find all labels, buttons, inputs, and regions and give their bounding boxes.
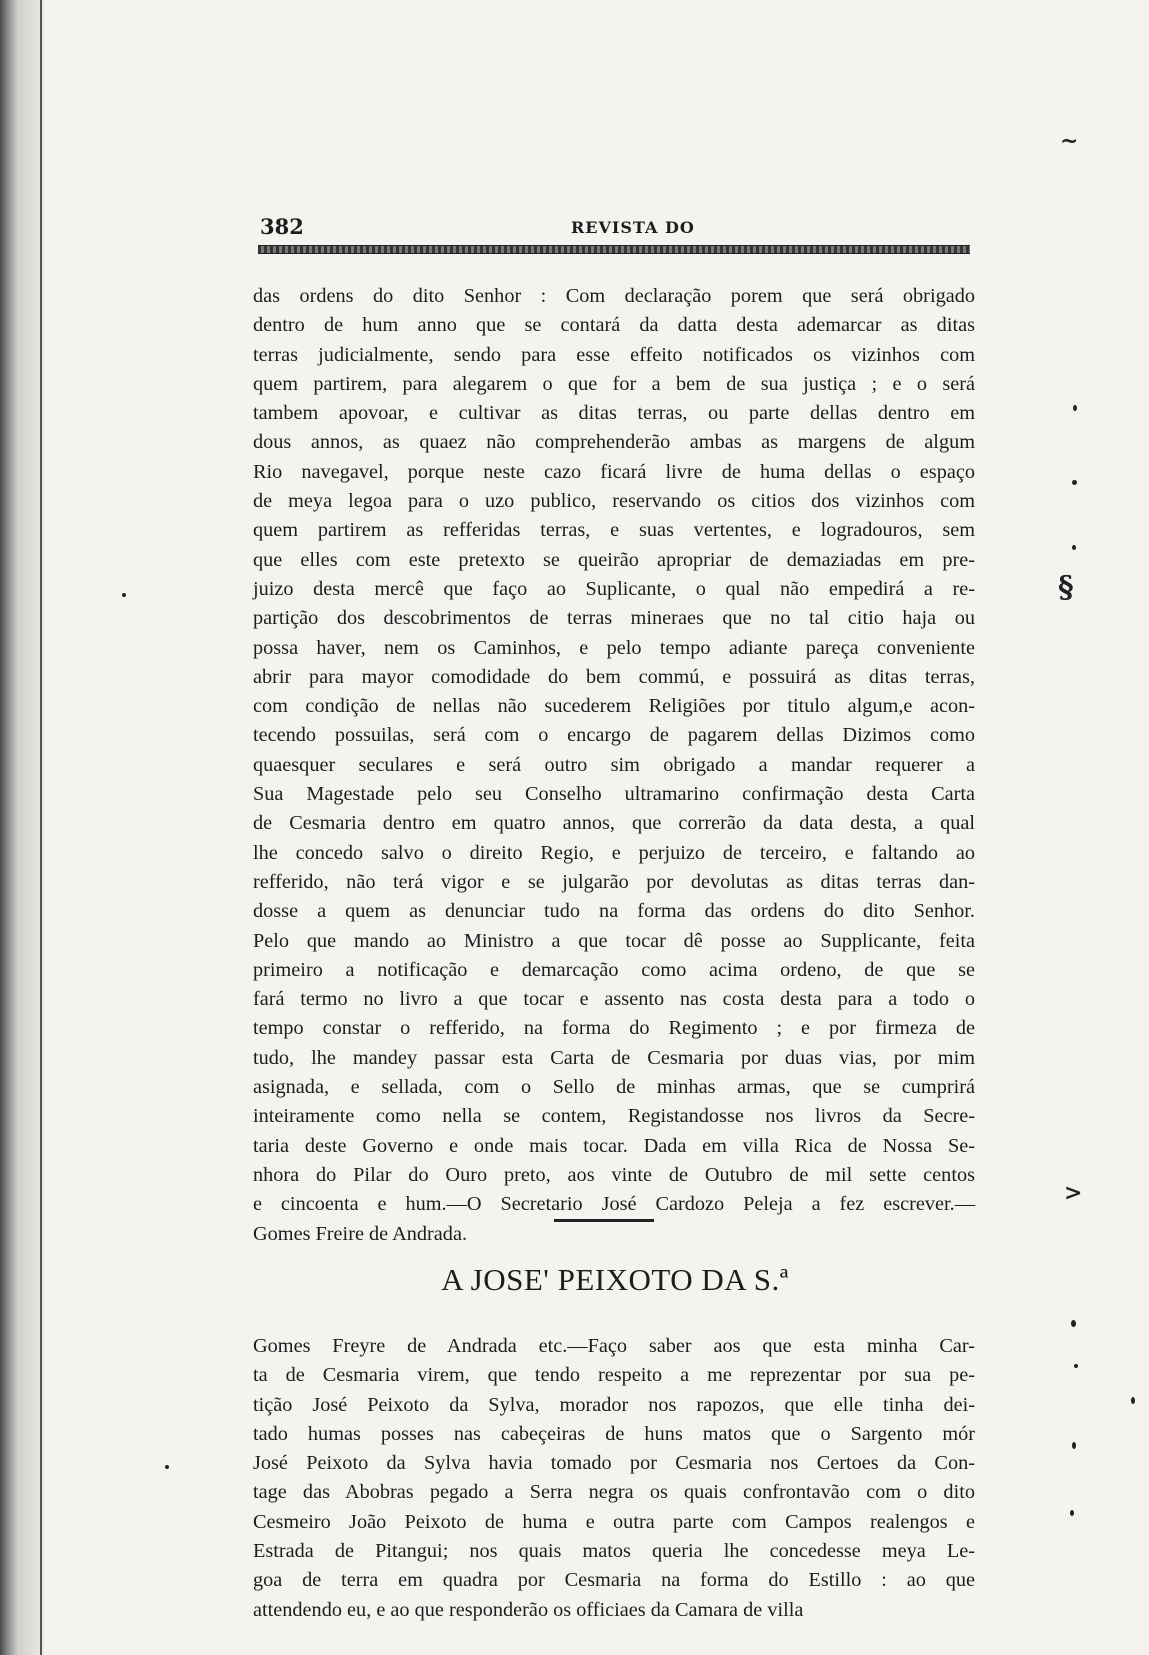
- ink-speck: [1072, 545, 1076, 550]
- text-line: Gomes Freyre de Andrada etc.—Faço saber aos que esta minha Car-: [253, 1335, 975, 1357]
- text-line: taria deste Governo e onde mais tocar. Dada em villa Rica de Nossa Se-: [253, 1134, 975, 1157]
- text-line: das ordens do dito Senhor : Com declaração porem que será obrigado: [253, 285, 975, 307]
- text-line: Rio navegavel, porque neste cazo ficará livre de huma dellas o espaço: [253, 460, 975, 483]
- text-line: abrir para mayor comodidade do bem commú, e possuirá as ditas terras,: [253, 665, 975, 688]
- text-line: lhe concedo salvo o direito Regio, e perjuizo de terceiro, e faltando ao: [253, 841, 975, 864]
- text-line: quem partirem as refferidas terras, e suas vertentes, e logradouros, sem: [253, 519, 975, 542]
- text-line: juizo desta mercê que faço ao Suplicante, o qual não empedirá a re-: [253, 577, 975, 600]
- ink-speck: [1074, 1364, 1078, 1368]
- text-line: possa haver, nem os Caminhos, e pelo tempo adiante pareça conveniente: [253, 636, 975, 659]
- text-line: com condição de nellas não sucederem Religiões por titulo algum,e acon-: [253, 695, 975, 718]
- text-line: tage das Abobras pegado a Serra negra os quais confrontavão com o dito: [253, 1481, 975, 1504]
- text-line: que elles com este pretexto se queirão apropriar de demaziadas em pre-: [253, 548, 975, 571]
- ink-speck: [165, 1465, 169, 1469]
- text-line: quaesquer seculares e será outro sim obrigado a mandar requerer a: [253, 753, 975, 776]
- ink-speck: [1131, 1397, 1135, 1404]
- text-line: de Cesmaria dentro em quatro annos, que correrão da data desta, a qual: [253, 812, 975, 835]
- text-line: tecendo possuilas, será com o encargo de pagarem dellas Dizimos como: [253, 724, 975, 747]
- text-line: Pelo que mando ao Ministro a que tocar dê posse ao Supplicante, feita: [253, 929, 975, 952]
- text-line: Gomes Freire de Andrada.: [253, 1222, 468, 1245]
- text-line: dous annos, as quaez não comprehenderão ambas as margens de algum: [253, 431, 975, 454]
- margin-mark-decorative: ~: [1060, 128, 1079, 154]
- header-rule: [258, 245, 970, 254]
- letter-body-1: [253, 282, 975, 1249]
- ink-speck: [1073, 405, 1077, 411]
- text-line: Estrada de Pitangui; nos quais matos queria lhe concedesse meya Le-: [253, 1540, 975, 1563]
- text-line: attendendo eu, e ao que responderão os officiaes da Camara de villa: [253, 1598, 804, 1621]
- letter-body-2: [253, 1332, 975, 1625]
- ink-speck: [1070, 1510, 1074, 1516]
- book-binding-edge: [0, 0, 44, 1655]
- text-line: refferido, não terá vigor e se julgarão por devolutas as ditas terras dan-: [253, 870, 975, 893]
- ink-speck: [122, 593, 126, 597]
- text-line: primeiro a notificação e demarcação como acima ordeno, de que se: [253, 958, 975, 981]
- text-line: tambem apovoar, e cultivar as ditas terras, ou parte dellas dentro em: [253, 402, 975, 425]
- text-line: tado humas posses nas cabeçeiras de huns matos que o Sargento mór: [253, 1422, 975, 1445]
- text-line: Sua Magestade pelo seu Conselho ultramarino confirmação desta Carta: [253, 783, 975, 806]
- text-line: José Peixoto da Sylva havia tomado por Cesmaria nos Certoes da Con-: [253, 1452, 975, 1475]
- section-heading: A JOSE' PEIXOTO DA S.ª: [441, 1262, 789, 1297]
- text-line: dentro de hum anno que se contará da datta desta ademarcar as ditas: [253, 314, 975, 337]
- binding-line: [40, 0, 42, 1655]
- text-line: nhora do Pilar do Ouro preto, aos vinte de Outubro de mil sette centos: [253, 1163, 975, 1186]
- text-line: e cincoenta e hum.—O Secretario José Cardozo Peleja a fez escrever.—: [253, 1193, 975, 1216]
- text-line: Cesmeiro João Peixoto de huma e outra parte com Campos realengos e: [253, 1510, 975, 1533]
- text-line: tempo constar o refferido, na forma do Regimento ; e por firmeza de: [253, 1017, 975, 1040]
- text-line: terras judicialmente, sendo para esse effeito notificados os vizinhos com: [253, 343, 975, 366]
- text-line: tição José Peixoto da Sylva, morador nos rapozos, que elle tinha dei-: [253, 1393, 975, 1416]
- text-line: quem partirem, para alegarem o que for a bem de sua justiça ; e o será: [253, 372, 975, 395]
- text-line: ta de Cesmaria virem, que tendo respeito a me reprezentar por sua pe-: [253, 1364, 975, 1387]
- text-line: inteiramente como nella se contem, Registandosse nos livros da Secre-: [253, 1105, 975, 1128]
- text-line: goa de terra em quadra por Cesmaria na forma do Estillo : ao que: [253, 1569, 975, 1592]
- section-separator: [554, 1219, 654, 1222]
- text-line: de meya legoa para o uzo publico, reservando os citios dos vizinhos com: [253, 490, 975, 513]
- ink-speck: [1072, 480, 1077, 485]
- text-line: asignada, e sellada, com o Sello de minhas armas, que se cumprirá: [253, 1076, 975, 1099]
- page-number: 382: [260, 214, 304, 239]
- margin-mark-decorative: >: [1064, 1180, 1083, 1206]
- page-header: [256, 214, 972, 244]
- ink-speck: [1071, 1320, 1076, 1327]
- margin-mark-decorative: §: [1058, 570, 1074, 605]
- text-line: fará termo no livro a que tocar e assento nas costa desta para a todo o: [253, 988, 975, 1011]
- running-head: REVISTA DO: [571, 218, 695, 237]
- text-line: tudo, lhe mandey passar esta Carta de Cesmaria por duas vias, por mim: [253, 1046, 975, 1069]
- text-line: dosse a quem as denunciar tudo na forma das ordens do dito Senhor.: [253, 900, 975, 923]
- text-line: partição dos descobrimentos de terras mineraes que no tal citio haja ou: [253, 607, 975, 630]
- ink-speck: [1072, 1442, 1076, 1449]
